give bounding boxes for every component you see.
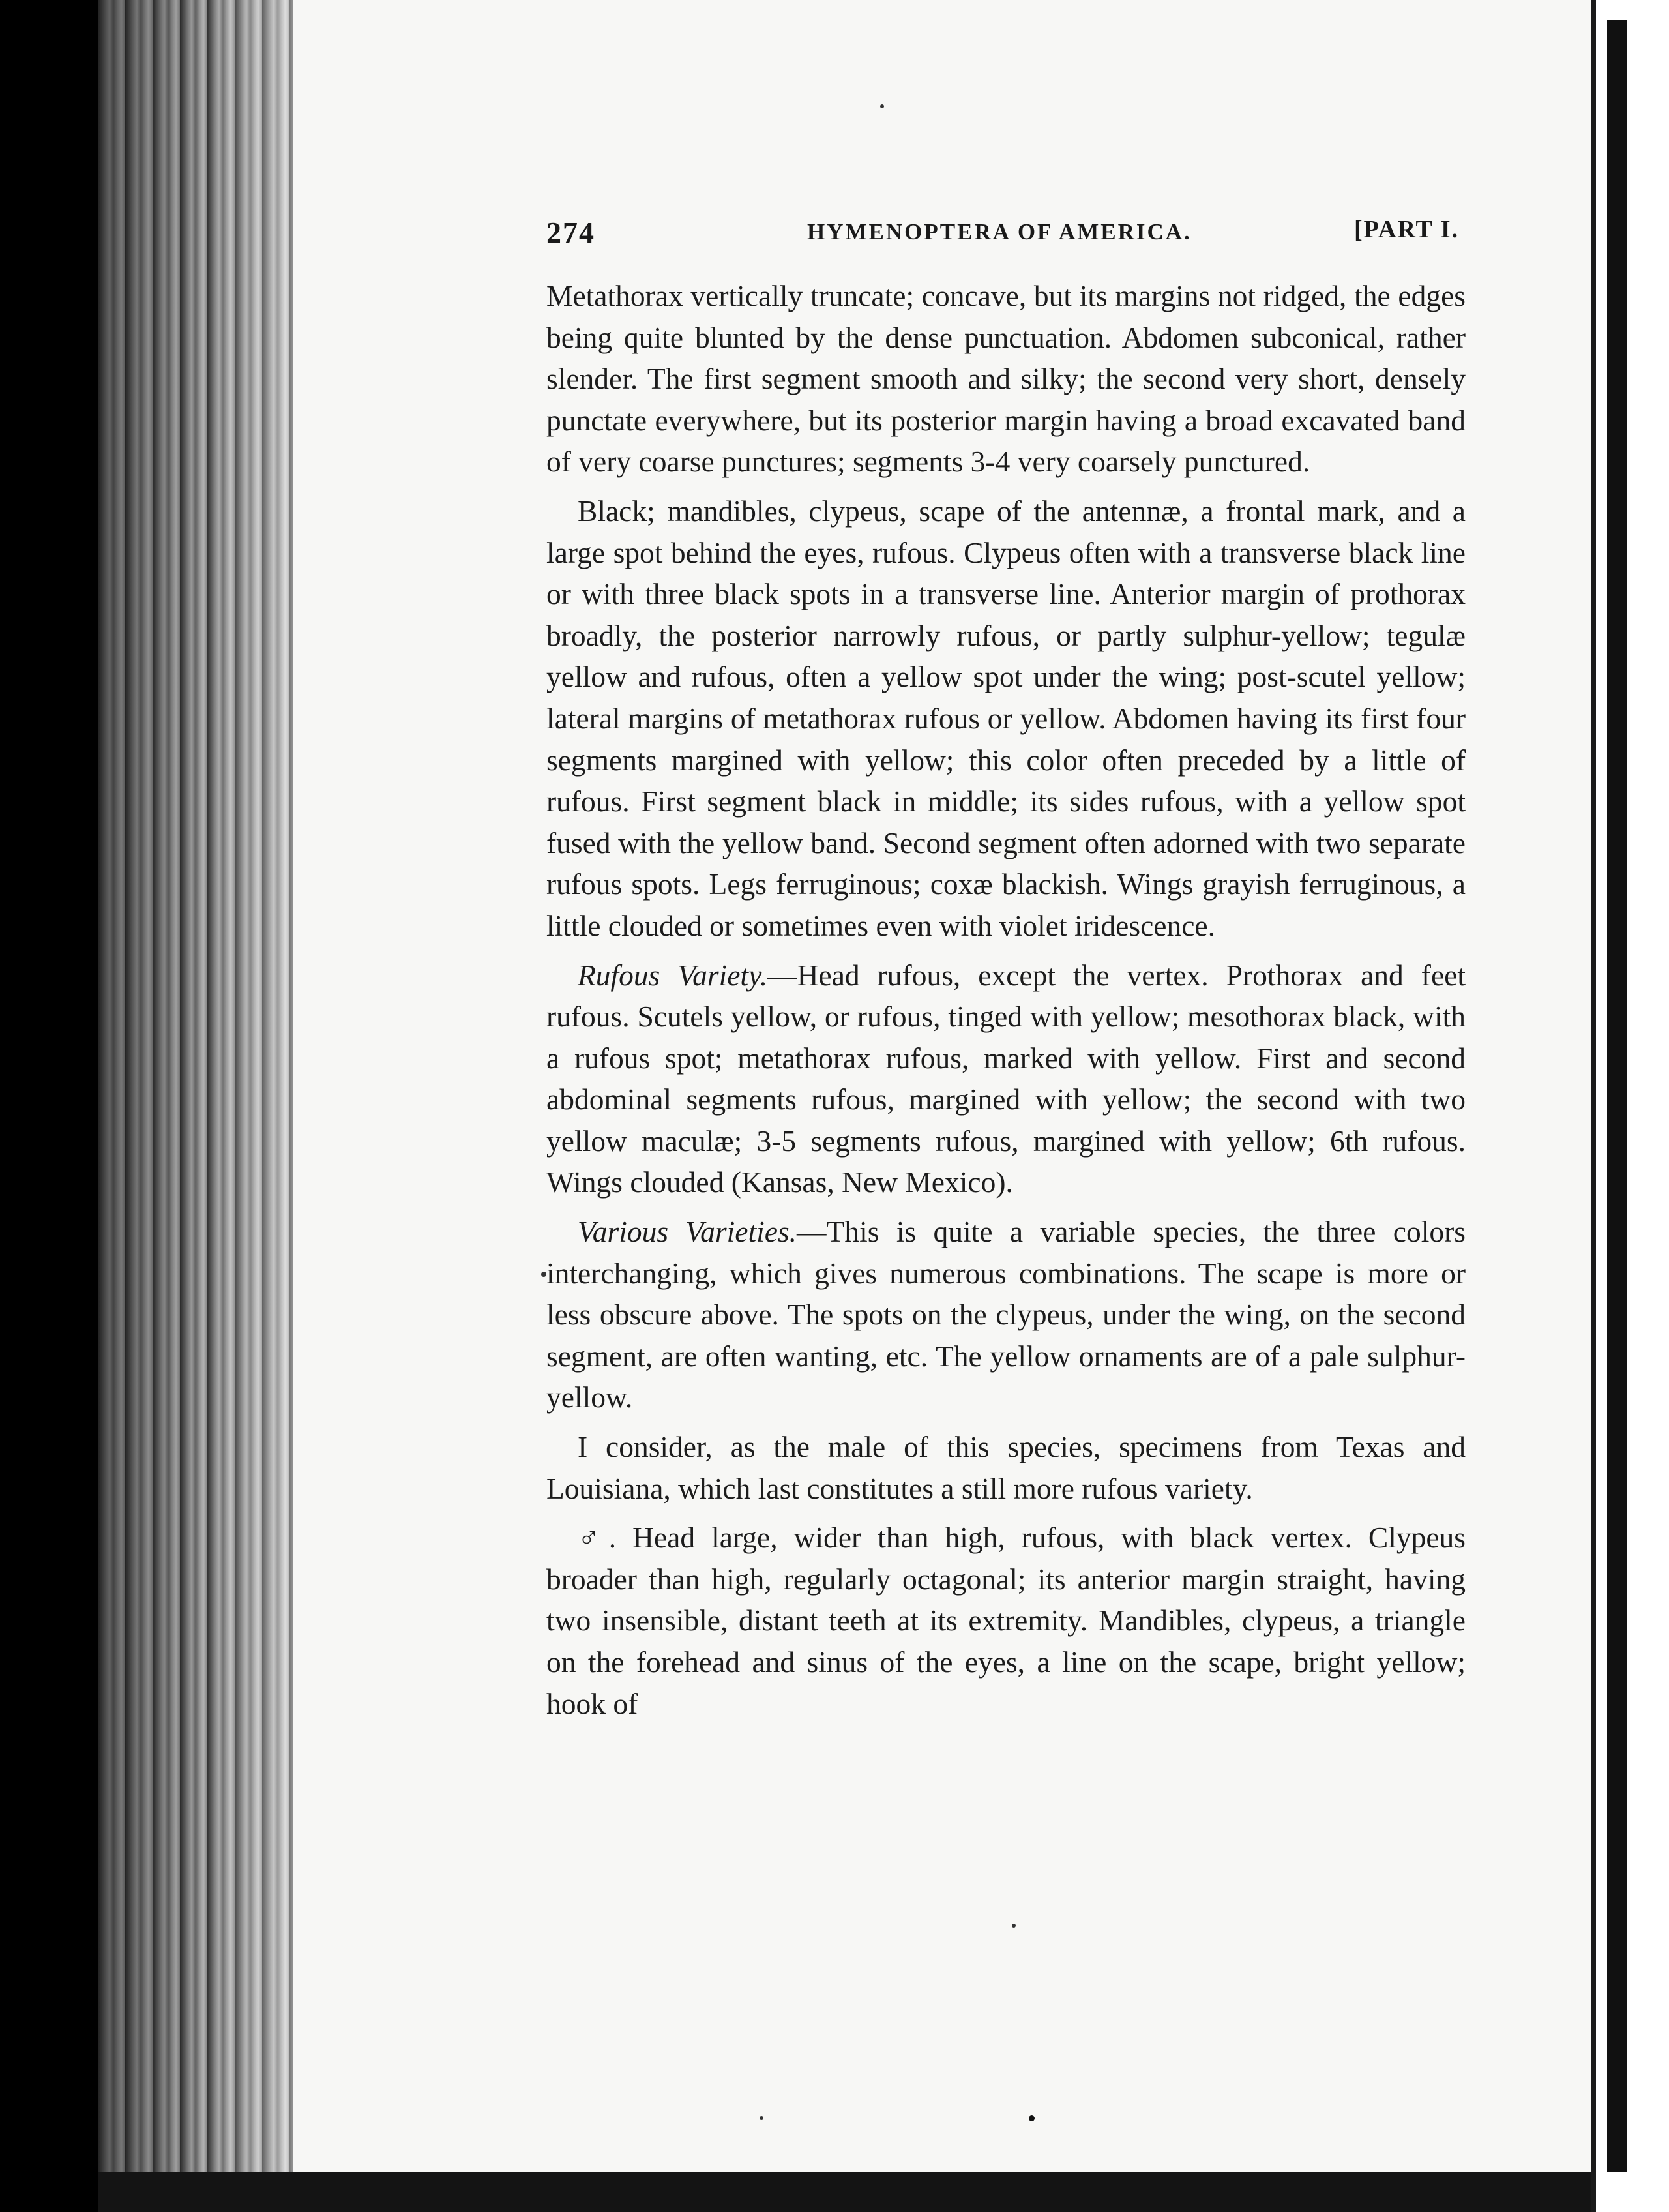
paragraph bbox=[546, 955, 1466, 1204]
running-title: HYMENOPTERA OF AMERICA. bbox=[807, 219, 1192, 245]
scan-left-margin bbox=[0, 0, 98, 2212]
page-number: 274 bbox=[546, 216, 595, 249]
paragraph-text: I consider, as the male of this species, specimens from Texas and Louisiana, which last constitutes a still more rufous variety. bbox=[546, 1430, 1466, 1505]
scan-right-margin bbox=[1591, 0, 1669, 2212]
paragraph bbox=[546, 1517, 1466, 1724]
paragraph-text: —This is quite a variable species, the three colors interchanging, which gives numerous combinations. The scape is more or less obscure above. The spots on the clypeus, under the wing, on the second segment, are often wanting, etc. The yellow ornaments are of a pale sulphur-yellow. bbox=[546, 1215, 1466, 1414]
paragraph bbox=[546, 1211, 1466, 1418]
page-right-edge bbox=[1591, 0, 1596, 2212]
facing-page-edge bbox=[1607, 20, 1627, 2172]
section-lead: Rufous Variety. bbox=[578, 958, 768, 992]
paragraph-text: ♂. Head large, wider than high, rufous, with black vertex. Clypeus broader than high, regularly octagonal; its anterior margin straight, having two insensible, distant teeth at its extremity. Mandibles, clypeus, a triangle on the forehead and sinus of the eyes, a line on the scape, bright yellow; hook of bbox=[546, 1521, 1466, 1720]
paragraph bbox=[546, 490, 1466, 947]
section-lead: Various Varieties. bbox=[578, 1215, 797, 1249]
paragraph-text: —Head rufous, except the vertex. Prothorax and feet rufous. Scutels yellow, or rufous, tinged with yellow; mesothorax black, with a rufous spot; metathorax rufous, marked with yellow. First and second abdominal segments rufous, margined with yellow; the second with two yellow maculæ; 3-5 segments rufous, margined with yellow; 6th rufous. Wings clouded (Kansas, New Mexico). bbox=[546, 958, 1466, 1199]
paragraph bbox=[546, 275, 1466, 483]
running-head bbox=[546, 215, 1459, 261]
body-text bbox=[546, 275, 1466, 1724]
dust-speck bbox=[760, 2116, 763, 2120]
paragraph bbox=[546, 1426, 1466, 1509]
paragraph-text: Metathorax vertically truncate; concave, but its margins not ridged, the edges being quite blunted by the dense punctuation. Abdomen subconical, rather slender. The first segment smooth and silky; the second very short, densely punctate everywhere, but its posterior margin having a broad excavated band of very coarse punctures; segments 3-4 very coarsely punctured. bbox=[546, 279, 1466, 479]
scan-bottom-margin bbox=[98, 2172, 1669, 2212]
dust-speck bbox=[880, 104, 884, 108]
dust-speck bbox=[1029, 2115, 1035, 2121]
page-block-edges bbox=[98, 0, 293, 2212]
dust-speck bbox=[541, 1272, 546, 1277]
part-label: [PART I. bbox=[1353, 216, 1459, 243]
paragraph-text: Black; mandibles, clypeus, scape of the antennæ, a frontal mark, and a large spot behind the eyes, rufous. Clypeus often with a transverse black line or with three black spots in a transverse line. Anterior margin of prothorax broadly, the posterior narrowly rufous, or partly sulphur-yellow; tegulæ yellow and rufous, often a yellow spot under the wing; post-scutel yellow; lateral margins of metathorax rufous or yellow. Abdomen having its first four segments margined with yellow; this color often preceded by a little of rufous. First segment black in middle; its sides rufous, with a yellow spot fused with the yellow band. Second segment often adorned with two separate rufous spots. Legs ferruginous; coxæ blackish. Wings grayish ferruginous, a little clouded or sometimes even with violet iridescence. bbox=[546, 494, 1466, 942]
dust-speck bbox=[1012, 1924, 1016, 1928]
